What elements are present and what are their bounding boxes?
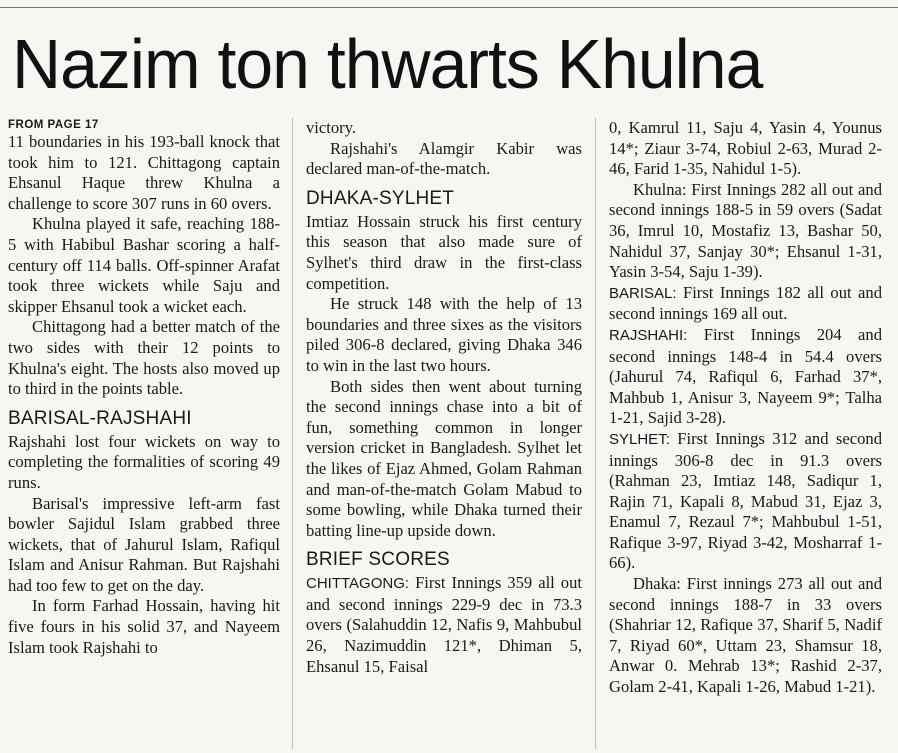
column-rule-2 bbox=[595, 118, 596, 749]
paragraph: Both sides then went about turning the second innings chase into a bit of fun, something common in longer version cricket in Bangladesh. Sylhet let the likes of Ejaz Ahmed, Golam Rahman and man-of-the-match Golam Mabud to some bowling, while Dhaka turned their batting line-up upside down. bbox=[306, 376, 582, 540]
continuation-kicker: FROM PAGE 17 bbox=[8, 119, 99, 131]
paragraph: In form Farhad Hossain, having hit five fours in his solid 37, and Nayeem Islam took Rajshahi to bbox=[8, 596, 280, 657]
paragraph: Rajshahi lost four wickets on way to completing the formalities of scoring 49 runs. bbox=[8, 431, 280, 492]
score-text: First Innings 204 and second innings 148-4 in 54.4 overs (Jahurul 74, Rafiqul 6, Farhad 37*, Mahbub 1, Anisur 3, Nayeem 9*; Talha 1-21, Sajid 3-28). bbox=[609, 324, 882, 428]
paragraph: Barisal's impressive left-arm fast bowler Sajidul Islam grabbed three wickets, that of Jahurul Islam, Rafiqul Islam and Anisur Rahman. But Rajshahi had too few to get on the day. bbox=[8, 493, 280, 595]
score-text: First Innings 312 and second innings 306-8 dec in 91.3 overs (Rahman 23, Imtiaz 148, Sadiqur 1, Rajin 71, Kapali 8, Mabud 31, Ejaz 3, Enamul 7, Rezaul 7*; Mahbubul 1-51, Rafique 3-97, Riyad 3-42, Mosharraf 1-66). bbox=[609, 428, 882, 573]
paragraph: victory. bbox=[306, 118, 357, 137]
score-label: BARISAL: bbox=[609, 284, 677, 302]
score-rajshahi bbox=[609, 325, 882, 429]
column-1 bbox=[8, 118, 280, 748]
score-label: RAJSHAHI: bbox=[609, 326, 688, 344]
score-barisal bbox=[609, 283, 882, 325]
column-rule-1 bbox=[292, 118, 293, 749]
subhead-brief-scores: BRIEF SCORES bbox=[306, 549, 450, 571]
paragraph: 0, Kamrul 11, Saju 4, Yasin 4, Younus 14*; Ziaur 3-74, Robiul 2-63, Murad 2-46, Farid 1-35, Nahidul 1-5). bbox=[609, 118, 882, 179]
score-text: First Innings 359 all out and second innings 229-9 dec in 73.3 overs (Salahuddin 12, Nafis 9, Mahbubul 26, Nazimuddin 121*, Dhiman 5, Ehsanul 15, Faisal bbox=[306, 573, 582, 676]
paragraph: Khulna played it safe, reaching 188-5 with Habibul Bashar scoring a half-century off 114 balls. Off-spinner Arafat took three wickets while Saju and skipper Ehsanul took a wicket each. bbox=[8, 214, 280, 316]
score-text: First Innings 182 all out and second innings 169 all out. bbox=[609, 282, 882, 324]
paragraph: He struck 148 with the help of 13 boundaries and three sixes as the visitors piled 306-8 declared, giving Dhaka 346 to win in the last two hours. bbox=[306, 294, 582, 375]
score-sylhet bbox=[609, 429, 882, 574]
score-label: SYLHET: bbox=[609, 430, 670, 448]
subhead-barisal-rajshahi: BARISAL-RAJSHAHI bbox=[8, 407, 192, 429]
score-chittagong bbox=[306, 573, 582, 677]
paragraph: 11 boundaries in his 193-ball knock that took him to 121. Chittagong captain Ehsanul Haque threw Khulna a challenge to score 307 runs in 60 overs. bbox=[8, 132, 280, 213]
column-3 bbox=[609, 118, 882, 748]
column-2 bbox=[306, 118, 582, 748]
subhead-dhaka-sylhet: DHAKA-SYLHET bbox=[306, 187, 455, 209]
score-khulna: Khulna: First Innings 282 all out and second innings 188-5 in 59 overs (Sadat 36, Imrul 10, Mostafiz 13, Bashar 50, Nahidul 37, Sanjay 30*; Ehsanul 1-31, Yasin 3-54, Saju 1-39). bbox=[609, 179, 882, 282]
top-rule bbox=[0, 7, 898, 8]
paragraph: Imtiaz Hossain struck his first century this season that also made sure of Sylhet's third draw in the first-class competition. bbox=[306, 211, 582, 293]
score-dhaka: Dhaka: First innings 273 all out and second innings 188-7 in 33 overs (Shahriar 12, Rafique 37, Sharif 5, Nadif 7, Riyad 60*, Uttam 23, Shamsur 18, Anwar 0. Mehrab 13*; Rashid 2-37, Golam 2-41, Kapali 1-26, Mabud 1-21). bbox=[609, 574, 882, 697]
paragraph: Rajshahi's Alamgir Kabir was declared man-of-the-match. bbox=[306, 138, 582, 179]
paragraph: Chittagong had a better match of the two sides with their 12 points to Khulna's eight. The hosts also moved up to third in the points table. bbox=[8, 317, 280, 399]
score-label: CHITTAGONG: bbox=[306, 575, 410, 593]
headline: Nazim ton thwarts Khulna bbox=[12, 25, 763, 103]
